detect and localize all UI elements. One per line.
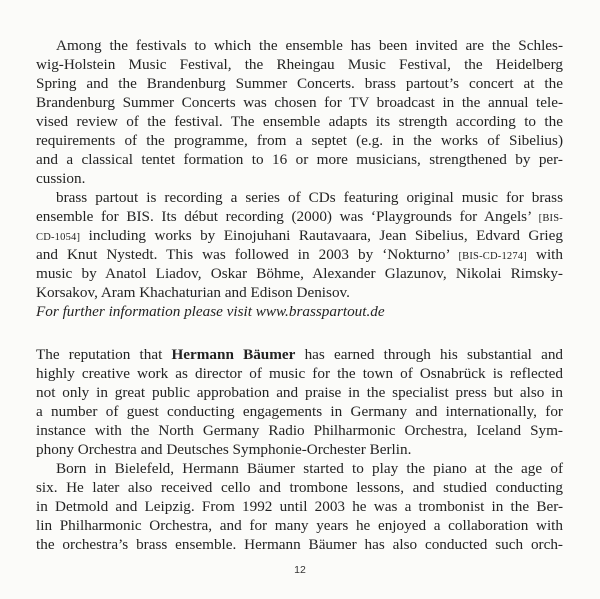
- text-line: the orchestra’s brass ensemble. Hermann Bäumer has also conducted such orch-: [36, 536, 563, 553]
- text-line: instance with the North Germany Radio Philharmonic Orchestra, Iceland Sym-: [36, 422, 563, 439]
- text-line: Korsakov, Aram Khachaturian and Edison Denisov.: [36, 284, 350, 301]
- text-span: ensemble for BIS. Its début recording (2000) was ‘Playgrounds for Angels’: [36, 208, 539, 225]
- text-line: cussion.: [36, 170, 86, 187]
- text-line: phony Orchestra and Deutsches Symphonie-Orchester Berlin.: [36, 441, 412, 458]
- catalogue-number: [BIS-CD-1274]: [458, 251, 527, 262]
- conductor-name: Hermann Bäumer: [171, 346, 296, 363]
- text-line: Brandenburg Summer Concerts was chosen for TV broadcast in the annual tele-: [36, 94, 563, 111]
- text-line: music by Anatol Liadov, Oskar Böhme, Alexander Glazunov, Nikolai Rimsky-: [36, 265, 563, 282]
- text-span: has earned through his substantial and: [295, 346, 564, 363]
- text-line: brass partout is recording a series of CDs featuring original music for brass: [56, 189, 563, 206]
- text-span: and Knut Nystedt. This was followed in 2003 by ‘Nokturno’: [36, 246, 459, 263]
- text-line: and a classical tentet formation to 16 or more musicians, strengthened by per-: [36, 151, 563, 168]
- text-line: Spring and the Brandenburg Summer Concerts. brass partout’s concert at the: [36, 75, 563, 92]
- text-line: [36, 245, 563, 264]
- text-line: Born in Bielefeld, Hermann Bäumer started to play the piano at the age of: [56, 460, 563, 477]
- text-line: highly creative work as director of music for the town of Osnabrück is reflected: [36, 365, 563, 382]
- text-span: including works by Einojuhani Rautavaara, Jean Sibelius, Edvard Grieg: [80, 227, 563, 244]
- catalogue-number: CD-1054]: [36, 232, 81, 243]
- website-info: For further information please visit www.brasspartout.de: [36, 303, 385, 320]
- text-line: wig-Holstein Music Festival, the Rheingau Music Festival, the Heidelberg: [36, 56, 563, 73]
- page-number: 12: [294, 564, 306, 576]
- text-line: [36, 226, 563, 245]
- text-line: not only in great public approbation and praise in the specialist press but also in: [36, 384, 563, 401]
- text-line: six. He later also received cello and trombone lessons, and studied conducting: [36, 479, 563, 496]
- text-line: in Detmold and Leipzig. From 1992 until 2003 he was a trombonist in the Ber-: [36, 498, 563, 515]
- text-line: a number of guest conducting engagements in Germany and internationally, for: [36, 403, 563, 420]
- text-line: [36, 207, 563, 226]
- text-line: Among the festivals to which the ensemble has been invited are the Schles-: [56, 37, 563, 54]
- text-span: with: [526, 246, 563, 263]
- text-line: lin Philharmonic Orchestra, and for many years he enjoyed a collaboration with: [36, 517, 563, 534]
- text-span: The reputation that: [36, 346, 172, 363]
- text-line: vised review of the festival. The ensemble adapts its strength according to the: [36, 113, 563, 130]
- text-line: [36, 345, 563, 364]
- catalogue-number: [BIS-: [538, 213, 563, 224]
- text-line: requirements of the programme, from a septet (e.g. in the works of Sibelius): [36, 132, 563, 149]
